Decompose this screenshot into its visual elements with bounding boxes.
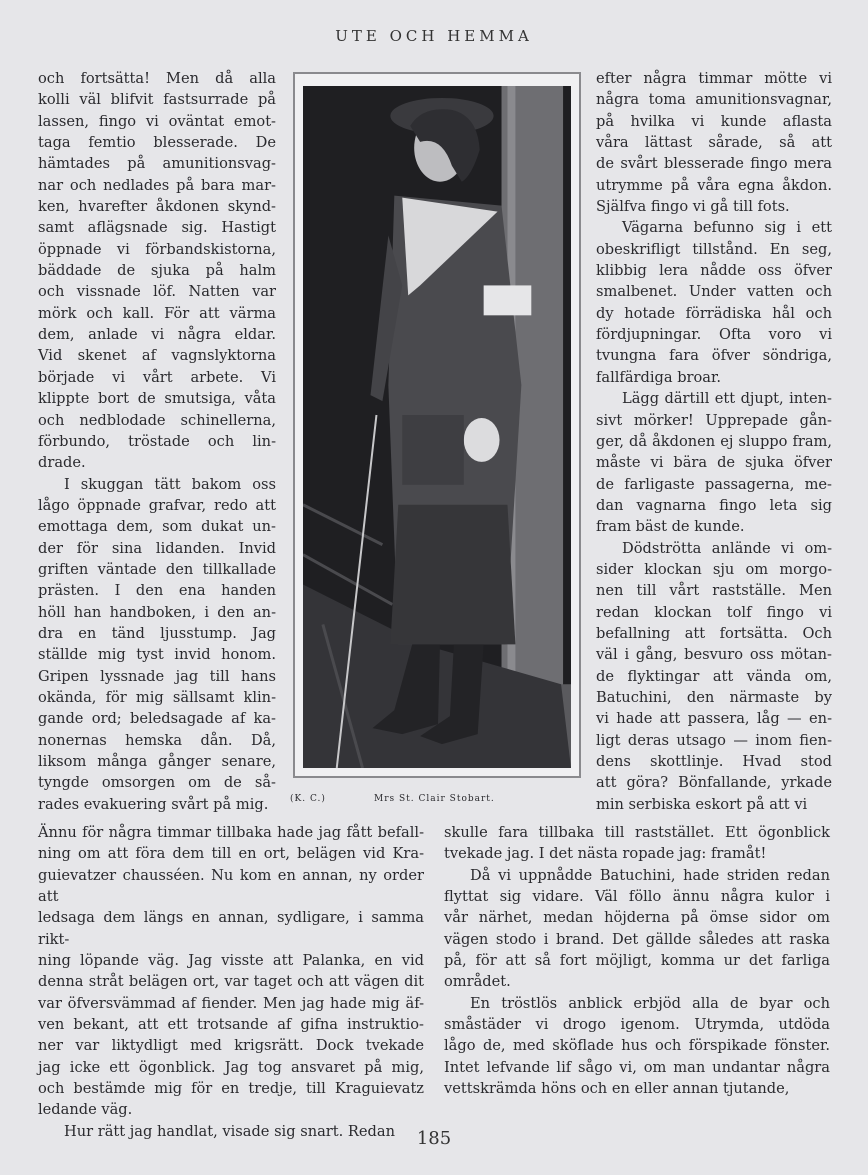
text-line: och nedblodade schinellerna, bbox=[38, 411, 276, 429]
text-line: vettskrämda höns och en eller annan tjutande, bbox=[444, 1080, 790, 1098]
photo-frame bbox=[293, 72, 581, 778]
text-line: griften väntade den tillkallade bbox=[38, 560, 276, 578]
text-line: emottaga dem, som dukat un- bbox=[38, 518, 276, 536]
text-line: öppnade vi förbandskistorna, bbox=[38, 240, 276, 258]
text-line: guievatzer chausséen. Nu kom en annan, ny order att bbox=[38, 866, 424, 906]
text-line: smalbenet. Under vatten och bbox=[596, 283, 832, 301]
text-line: och vissnade löf. Natten var bbox=[38, 283, 276, 301]
text-line: några toma amunitionsvagnar, bbox=[596, 91, 832, 109]
text-line: min serbiska eskort på att vi bbox=[596, 795, 808, 813]
page-number: 185 bbox=[416, 1128, 452, 1149]
text-line: vår närhet, medan höjderna på ömse sidor om bbox=[444, 909, 830, 927]
text-line: fallfärdiga broar. bbox=[596, 368, 722, 386]
text-line: ledsaga dem längs en annan, sydligare, i samma rikt- bbox=[38, 909, 424, 948]
paragraph bbox=[596, 388, 832, 537]
text-line: vi hade att passera, låg — en- bbox=[596, 710, 832, 728]
text-line: befallning att fortsätta. Och bbox=[596, 624, 832, 642]
text-line: sivt mörker! Upprepade gån- bbox=[596, 411, 832, 429]
text-line: ställde mig tyst invid honom. bbox=[38, 646, 276, 664]
text-line: nen till vårt rastställe. Men bbox=[596, 582, 832, 600]
text-line: skulle fara tillbaka till raststället. Ett ögonblick bbox=[444, 824, 830, 841]
paragraph bbox=[444, 865, 830, 993]
text-line: ligt deras utsago — inom fien- bbox=[596, 731, 832, 749]
text-line: efter några timmar mötte vi bbox=[596, 70, 832, 87]
text-line: ledande väg. bbox=[38, 1101, 133, 1119]
text-line: småstäder vi drogo igenom. Utrymda, utdöda bbox=[444, 1016, 830, 1034]
text-line: dy hotade förrädiska hål och bbox=[596, 304, 832, 322]
text-line: lågo de, med sköflade hus och förspikade fönster. bbox=[444, 1037, 830, 1055]
text-line: måste vi bära de sjuka öfver bbox=[596, 454, 832, 472]
paragraph bbox=[596, 68, 832, 217]
text-line: gande ord; beledsagade af ka- bbox=[38, 710, 276, 728]
text-line: flyttat sig vidare. Väl föllo ännu några kulor i bbox=[444, 888, 830, 906]
text-line: redan klockan tolf fingo vi bbox=[596, 603, 832, 621]
text-line: denna stråt belägen ort, var taget och att vägen dit bbox=[38, 973, 424, 991]
text-line: I skuggan tätt bakom oss bbox=[64, 475, 276, 493]
running-head: UTE OCH HEMMA bbox=[335, 27, 533, 45]
text-line: taga femtio blesserade. De bbox=[38, 134, 276, 152]
photo-credit: (K. C.) bbox=[290, 794, 326, 804]
bottom-left-column bbox=[38, 822, 424, 1142]
text-line: hämtades på amunitionsvag- bbox=[38, 155, 276, 173]
text-line: de farligaste passagerna, me- bbox=[596, 475, 832, 493]
text-line: att göra? Bönfallande, yrkade bbox=[596, 774, 832, 792]
text-line: Gripen lyssnade jag till hans bbox=[38, 667, 276, 685]
text-line: dem, anlade vi några eldar. bbox=[38, 326, 276, 344]
text-line: utrymme på våra egna åkdon. bbox=[596, 176, 832, 194]
portrait-illustration bbox=[303, 86, 571, 768]
text-line: och fortsätta! Men då alla bbox=[38, 70, 276, 87]
paragraph bbox=[596, 217, 832, 388]
text-line: der för sina lidanden. Invid bbox=[38, 539, 276, 557]
text-line: dan vagnarna fingo leta sig bbox=[596, 496, 832, 514]
text-line: de flyktingar att vända om, bbox=[596, 667, 832, 685]
text-line: Själfva fingo vi gå till fots. bbox=[596, 198, 790, 216]
text-line: ning löpande väg. Jag visste att Palanka, en vid bbox=[38, 952, 424, 970]
text-line: vägen stodo i brand. Det gällde således att raska bbox=[444, 930, 830, 948]
text-line: Hur rätt jag handlat, visade sig snart. Redan bbox=[64, 1122, 395, 1140]
text-line: våra lättast sårade, så att bbox=[596, 134, 832, 152]
text-line: Dödströtta anlände vi om- bbox=[622, 539, 832, 557]
text-line: fördjupningar. Ofta voro vi bbox=[596, 326, 832, 344]
text-line: höll han handboken, i den an- bbox=[38, 603, 276, 621]
text-line: var öfversvämmad af fiender. Men jag hade mig äf- bbox=[38, 994, 424, 1012]
text-line: En tröstlös anblick erbjöd alla de byar och bbox=[470, 994, 830, 1012]
text-line: Intet lefvande lif sågo vi, om man undantar några bbox=[444, 1058, 830, 1076]
text-line: tvekade jag. I det nästa ropade jag: framåt! bbox=[444, 845, 767, 863]
text-line: bäddade de sjuka på halm bbox=[38, 262, 276, 280]
text-line: Vid skenet af vagnslyktorna bbox=[38, 347, 276, 365]
photo-caption: Mrs St. Clair Stobart. bbox=[374, 794, 495, 804]
paragraph bbox=[444, 993, 830, 1100]
text-line: Ännu för några timmar tillbaka hade jag fått befall- bbox=[38, 824, 424, 841]
text-line: klibbig lera nådde oss öfver bbox=[596, 262, 832, 280]
text-line: området. bbox=[444, 973, 511, 991]
text-line: tyngde omsorgen om de så- bbox=[38, 774, 276, 792]
text-line: nonernas hemska dån. Då, bbox=[38, 731, 276, 749]
text-line: obeskrifligt tillstånd. En seg, bbox=[596, 240, 832, 258]
text-line: prästen. I den ena handen bbox=[38, 582, 276, 600]
text-line: sider klockan sju om morgo- bbox=[596, 560, 832, 578]
paragraph bbox=[596, 538, 832, 815]
text-line: fram bäst de kunde. bbox=[596, 518, 745, 536]
text-line: Då vi uppnådde Batuchini, hade striden redan bbox=[470, 866, 830, 884]
text-line: tvungna fara öfver söndriga, bbox=[596, 347, 832, 365]
text-line: väl i gång, besvuro oss mötan- bbox=[596, 646, 832, 664]
text-line: ner var liktydligt med krigsrätt. Dock tvekade bbox=[38, 1037, 424, 1055]
text-line: började vi vårt arbete. Vi bbox=[38, 368, 276, 386]
text-line: kolli väl blifvit fastsurrade på bbox=[38, 91, 276, 109]
text-line: klippte bort de smutsiga, våta bbox=[38, 390, 276, 408]
text-line: dens skottlinje. Hvad stod bbox=[596, 753, 832, 770]
text-line: Batuchini, den närmaste by bbox=[596, 688, 832, 706]
left-column bbox=[38, 68, 276, 815]
text-line: nar och nedlades på bara mar- bbox=[38, 176, 276, 194]
text-line: och bestämde mig för en tredje, till Kraguievatz bbox=[38, 1080, 424, 1098]
text-line: mörk och kall. För att värma bbox=[38, 304, 276, 322]
text-line: lågo öppnade grafvar, redo att bbox=[38, 496, 276, 514]
text-line: drade. bbox=[38, 454, 86, 472]
paragraph bbox=[38, 68, 276, 474]
portrait-photo bbox=[303, 86, 571, 768]
text-line: förbundo, tröstade och lin- bbox=[38, 432, 276, 450]
paragraph bbox=[38, 474, 276, 816]
text-line: de svårt blesserade fingo mera bbox=[596, 155, 832, 173]
text-line: ger, då åkdonen ej sluppo fram, bbox=[596, 432, 832, 450]
paragraph bbox=[38, 822, 424, 1121]
text-line: lassen, fingo vi oväntat emot- bbox=[38, 112, 276, 130]
text-line: rades evakuering svårt på mig. bbox=[38, 795, 269, 813]
text-line: på, för att så fort möjligt, komma ur det farliga bbox=[444, 952, 830, 970]
text-line: på hvilka vi kunde aflasta bbox=[596, 112, 832, 130]
paragraph bbox=[444, 822, 830, 865]
right-column bbox=[596, 68, 832, 815]
text-line: Lägg därtill ett djupt, inten- bbox=[622, 390, 832, 408]
text-line: ken, hvarefter åkdonen skynd- bbox=[38, 198, 276, 216]
bottom-right-column bbox=[444, 822, 830, 1099]
text-line: Vägarna befunno sig i ett bbox=[622, 219, 832, 237]
text-line: dra en tänd ljusstump. Jag bbox=[38, 624, 276, 642]
text-line: samt aflägsnade sig. Hastigt bbox=[38, 219, 276, 237]
text-line: ven bekant, att ett trotsande af gifna instruktio- bbox=[38, 1016, 424, 1034]
text-line: okända, för mig sällsamt klin- bbox=[38, 688, 276, 706]
text-line: liksom många gånger senare, bbox=[38, 753, 276, 770]
text-line: jag icke ett ögonblick. Jag tog ansvaret på mig, bbox=[38, 1058, 424, 1076]
text-line: ning om att föra dem till en ort, belägen vid Kra- bbox=[38, 845, 424, 863]
